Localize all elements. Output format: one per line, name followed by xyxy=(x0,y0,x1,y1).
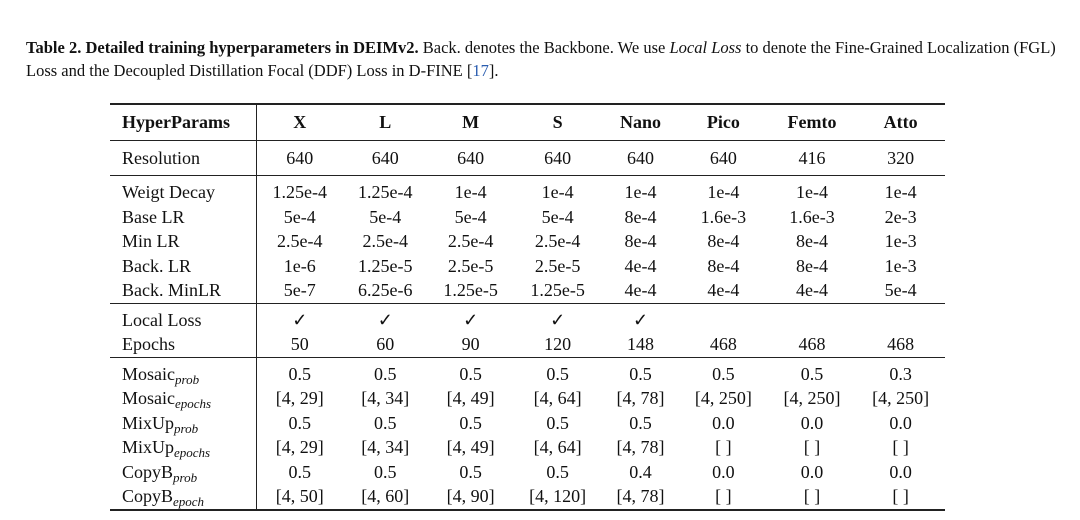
row-label: MixUp$_{epochs}$ xyxy=(110,435,257,460)
table-cell: [4, 34] xyxy=(361,437,410,457)
table-row xyxy=(110,141,945,176)
table-cell: [4, 250] xyxy=(783,388,841,408)
table-cell: 0.3 xyxy=(889,363,912,384)
table-cell: 2e-3 xyxy=(884,206,917,227)
header-model-nano: Nano xyxy=(620,112,662,132)
table-cell: 1.25e-5 xyxy=(443,280,498,300)
table-cell: 0.5 xyxy=(629,412,652,433)
table-row xyxy=(110,435,945,460)
row-label: Base LR xyxy=(110,205,257,230)
table-cell: 2.5e-4 xyxy=(362,231,408,251)
loss-epochs-group xyxy=(110,303,945,357)
table-cell: 0.5 xyxy=(459,461,482,482)
row-label: Mosaic$_{prob}$ xyxy=(110,357,257,386)
table-cell: [ ] xyxy=(803,486,821,506)
check-icon: ✓ xyxy=(550,309,566,330)
table-cell: [4, 64] xyxy=(533,388,582,408)
table-cell: 120 xyxy=(544,334,572,354)
table-cell: 5e-4 xyxy=(283,206,316,227)
check-icon: ✓ xyxy=(632,309,649,330)
table-cell: 640 xyxy=(371,148,399,168)
table-cell: 0.5 xyxy=(459,363,482,384)
table-cell: 320 xyxy=(887,148,915,168)
table-cell: 0.5 xyxy=(546,412,569,433)
table-cell: [4, 250] xyxy=(694,388,752,408)
caption-text-b: to denote the Fine-Grained Localization (FGL) Loss and the Decoupled Distillation Focal (DDF) Loss in D-FINE [ xyxy=(26,38,1056,80)
table-cell: 8e-4 xyxy=(707,231,740,251)
table-row xyxy=(110,460,945,485)
table-cell: 1e-4 xyxy=(624,182,657,202)
table-cell: [ ] xyxy=(892,437,909,457)
table-cell: 1.25e-4 xyxy=(272,182,328,202)
table-cell: 0.5 xyxy=(288,363,312,384)
row-label: Min LR xyxy=(110,229,257,254)
row-label: Mosaic$_{epochs}$ xyxy=(110,386,257,411)
row-label: CopyB$_{prob}$ xyxy=(110,460,257,485)
table-cell: [ ] xyxy=(715,437,732,457)
table-cell: 8e-4 xyxy=(795,231,828,251)
table-cell: 90 xyxy=(461,334,480,354)
table-cell: 0.0 xyxy=(712,461,735,482)
header-row xyxy=(110,104,945,141)
check-icon: ✓ xyxy=(463,309,479,330)
table-cell: 640 xyxy=(627,148,655,168)
hyperparameter-table xyxy=(110,103,945,511)
table-cell: 1e-3 xyxy=(884,255,917,276)
table-cell: 2.5e-4 xyxy=(447,231,494,251)
header-model-femto: Femto xyxy=(787,112,837,132)
table-cell: 0.5 xyxy=(288,461,312,482)
row-label: MixUp$_{prob}$ xyxy=(110,411,257,436)
table-row xyxy=(110,386,945,411)
table-row xyxy=(110,176,945,205)
table-cell: [4, 60] xyxy=(361,486,410,506)
check-icon: ✓ xyxy=(292,309,308,330)
table-cell: [ ] xyxy=(715,486,732,506)
table-row xyxy=(110,278,945,303)
table-cell: 2.5e-4 xyxy=(534,231,581,251)
table-cell: 4e-4 xyxy=(795,280,828,300)
row-label: Epochs xyxy=(110,332,257,357)
table-cell: 148 xyxy=(627,334,655,354)
row-label: Back. MinLR xyxy=(110,278,257,303)
caption-text-a: Back. denotes the Backbone. We use xyxy=(418,38,670,57)
table-cell: 4e-4 xyxy=(707,280,740,300)
table-cell: 8e-4 xyxy=(795,255,828,276)
table-cell: 640 xyxy=(544,148,572,168)
table-cell: 640 xyxy=(457,148,485,168)
table-cell: 0.0 xyxy=(712,412,735,433)
table-cell: 0.5 xyxy=(546,461,569,482)
table-cell: [4, 49] xyxy=(446,437,495,457)
table-cell: [4, 78] xyxy=(616,388,665,408)
row-label: Weigt Decay xyxy=(110,176,257,205)
table-caption xyxy=(26,36,1056,82)
table-cell: 0.5 xyxy=(800,363,824,384)
row-label: CopyB$_{epoch}$ xyxy=(110,484,257,510)
table-cell: 640 xyxy=(709,148,737,168)
table-cell: 6.25e-6 xyxy=(358,280,413,300)
table-cell: [4, 250] xyxy=(872,388,930,408)
table-cell: 468 xyxy=(887,334,915,354)
table-cell: 640 xyxy=(286,148,314,168)
table-cell xyxy=(679,303,768,332)
table-row xyxy=(110,303,945,332)
table-cell: 5e-4 xyxy=(884,280,917,300)
table-cell: 0.5 xyxy=(374,363,397,384)
table-cell: [4, 29] xyxy=(275,388,324,408)
table-row xyxy=(110,254,945,279)
table-cell: [4, 29] xyxy=(275,437,324,457)
table-cell: [ ] xyxy=(803,437,821,457)
table-cell xyxy=(856,303,945,332)
table-cell: [4, 120] xyxy=(529,486,587,506)
table-row xyxy=(110,357,945,386)
table-cell: 2.5e-5 xyxy=(447,255,494,276)
table-cell: 5e-4 xyxy=(369,206,402,227)
header-hyperparams: HyperParams xyxy=(110,104,257,141)
caption-text-c: ]. xyxy=(488,61,499,80)
table-cell: 1e-3 xyxy=(884,231,917,251)
header-model-l: L xyxy=(379,112,392,132)
table-cell: 1.6e-3 xyxy=(700,206,747,227)
learning-rate-group xyxy=(110,176,945,304)
row-label: Resolution xyxy=(110,141,257,176)
table-cell: 1e-4 xyxy=(707,182,740,202)
header-model-atto: Atto xyxy=(883,112,918,132)
resolution-group xyxy=(110,141,945,176)
table-cell: [4, 34] xyxy=(361,388,410,408)
table-cell: 1e-4 xyxy=(454,182,487,202)
table-cell: [4, 50] xyxy=(275,486,324,506)
table-cell: 5e-7 xyxy=(283,280,316,300)
table-cell: 1e-4 xyxy=(884,182,917,202)
table-cell: 2.5e-4 xyxy=(277,231,323,251)
table-cell: 416 xyxy=(798,148,826,168)
table-cell: 1e-6 xyxy=(283,255,316,276)
table-cell: 4e-4 xyxy=(624,280,657,300)
table-cell: 4e-4 xyxy=(624,255,657,276)
table-cell: 0.5 xyxy=(374,461,397,482)
table-cell: [ ] xyxy=(892,486,909,506)
table-cell: [4, 78] xyxy=(616,437,665,457)
table-cell: 0.0 xyxy=(889,412,912,433)
row-label: Back. LR xyxy=(110,254,257,279)
table-cell: 1e-4 xyxy=(795,182,828,202)
row-label: Local Loss xyxy=(110,303,257,332)
table-row xyxy=(110,411,945,436)
table-cell: 0.5 xyxy=(459,412,482,433)
table-cell: 8e-4 xyxy=(624,231,657,251)
table-cell: 8e-4 xyxy=(707,255,740,276)
table-cell: 1.25e-5 xyxy=(530,280,585,300)
table-header xyxy=(110,104,945,141)
citation-link[interactable]: 17 xyxy=(472,61,489,80)
table-cell: 1.25e-4 xyxy=(358,182,413,202)
table-cell: 1.6e-3 xyxy=(789,206,835,227)
table-cell: 0.5 xyxy=(629,363,652,384)
table-cell: [4, 90] xyxy=(446,486,495,506)
caption-label: Table 2. xyxy=(26,38,82,57)
table-cell: 5e-4 xyxy=(454,206,487,227)
table-cell: [4, 64] xyxy=(533,437,582,457)
header-model-m: M xyxy=(462,112,480,132)
table-cell: [4, 49] xyxy=(446,388,495,408)
table-row xyxy=(110,229,945,254)
table-cell: 0.4 xyxy=(629,461,652,482)
table-row xyxy=(110,484,945,510)
table-cell: 8e-4 xyxy=(624,206,657,227)
table-cell: 0.0 xyxy=(800,461,824,482)
table-cell: 50 xyxy=(290,334,309,354)
table-cell: 0.0 xyxy=(889,461,912,482)
table-cell xyxy=(768,303,857,332)
table-cell: 468 xyxy=(798,334,826,354)
table-cell: 60 xyxy=(376,334,395,354)
table-row xyxy=(110,205,945,230)
table-cell: 1.25e-5 xyxy=(358,255,413,276)
caption-italic-term: Local Loss xyxy=(669,38,742,57)
table-cell: 1e-4 xyxy=(541,182,574,202)
table-cell: 468 xyxy=(709,334,737,354)
table-cell: 0.5 xyxy=(374,412,397,433)
augmentation-group xyxy=(110,357,945,510)
table-cell: 0.5 xyxy=(712,363,735,384)
table-cell: [4, 78] xyxy=(616,486,665,506)
header-model-x: X xyxy=(293,112,307,132)
check-icon: ✓ xyxy=(377,309,393,330)
header-model-s: S xyxy=(552,112,563,132)
table-cell: 0.5 xyxy=(288,412,312,433)
caption-title: Detailed training hyperparameters in DEIMv2. xyxy=(85,38,419,57)
table-cell: 0.0 xyxy=(800,412,824,433)
table-row xyxy=(110,332,945,357)
table-cell: 5e-4 xyxy=(541,206,574,227)
table-cell: 0.5 xyxy=(546,363,569,384)
table-cell: 2.5e-5 xyxy=(534,255,581,276)
header-model-pico: Pico xyxy=(706,112,740,132)
